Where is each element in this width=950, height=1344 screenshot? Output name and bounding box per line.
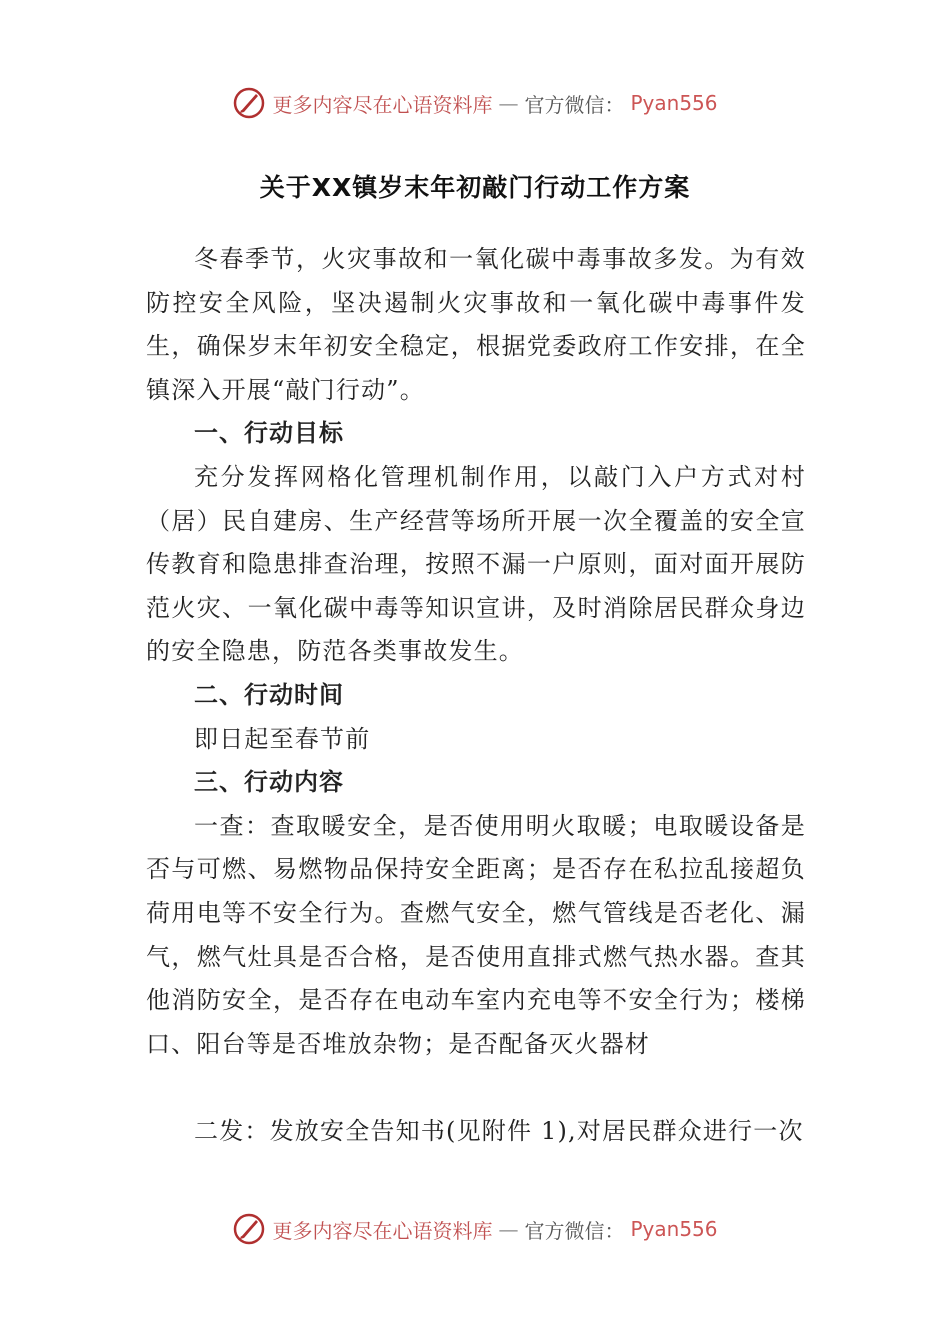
- section-2-paragraph: 即日起至春节前: [194, 724, 371, 753]
- quill-logo-icon: [232, 86, 266, 120]
- section-1-heading: 一、行动目标: [194, 419, 344, 448]
- intro-paragraph: 冬春季节，火灾事故和一氧化碳中毒事故多发。为有效防控安全风险，坚决遏制火灾事故和一氧化碳中毒事件发生，确保岁末年初安全稳定，根据党委政府工作安排，在全镇深入开展“敲门行动”。: [146, 245, 806, 404]
- document-body: [146, 238, 806, 1154]
- section-3-item-1: 一查：查取暖安全，是否使用明火取暖；电取暖设备是否与可燃、易燃物品保持安全距离；是否存在私拉乱接超负荷用电等不安全行为。查燃气安全，燃气管线是否老化、漏气，燃气灶具是否合格，是否使用直排式燃气热水器。查其他消防安全，是否存在电动车室内充电等不安全行为；楼梯口、阳台等是否堆放杂物；是否配备灭火器材: [146, 811, 806, 1058]
- watermark-wechat-id: Pyan556: [630, 91, 718, 115]
- document-title: 关于XX镇岁末年初敲门行动工作方案: [259, 173, 691, 202]
- section-1-paragraph: 充分发挥网格化管理机制作用，以敲门入户方式对村（居）民自建房、生产经营等场所开展一次全覆盖的安全宣传教育和隐患排查治理，按照不漏一户原则，面对面开展防范火灾、一氧化碳中毒等知识宣讲，及时消除居民群众身边的安全隐患，防范各类事故发生。: [146, 462, 806, 666]
- watermark-text: 更多内容尽在心语资料库: [272, 1218, 493, 1243]
- watermark-header: [0, 86, 950, 120]
- section-3-heading: 三、行动内容: [194, 768, 344, 797]
- watermark-separator: —: [498, 91, 519, 115]
- watermark-official-label: 官方微信：: [524, 92, 625, 117]
- watermark-official-label: 官方微信：: [524, 1218, 625, 1243]
- watermark-wechat-id: Pyan556: [630, 1217, 718, 1241]
- watermark-separator: —: [498, 1217, 519, 1241]
- section-2-heading: 二、行动时间: [194, 680, 344, 709]
- watermark-text: 更多内容尽在心语资料库: [272, 92, 493, 117]
- section-3-item-2: 二发：发放安全告知书(见附件 1),对居民群众进行一次: [194, 1117, 804, 1146]
- watermark-footer: [0, 1212, 950, 1246]
- paragraph-gap: [146, 1066, 806, 1110]
- quill-logo-icon: [232, 1212, 266, 1246]
